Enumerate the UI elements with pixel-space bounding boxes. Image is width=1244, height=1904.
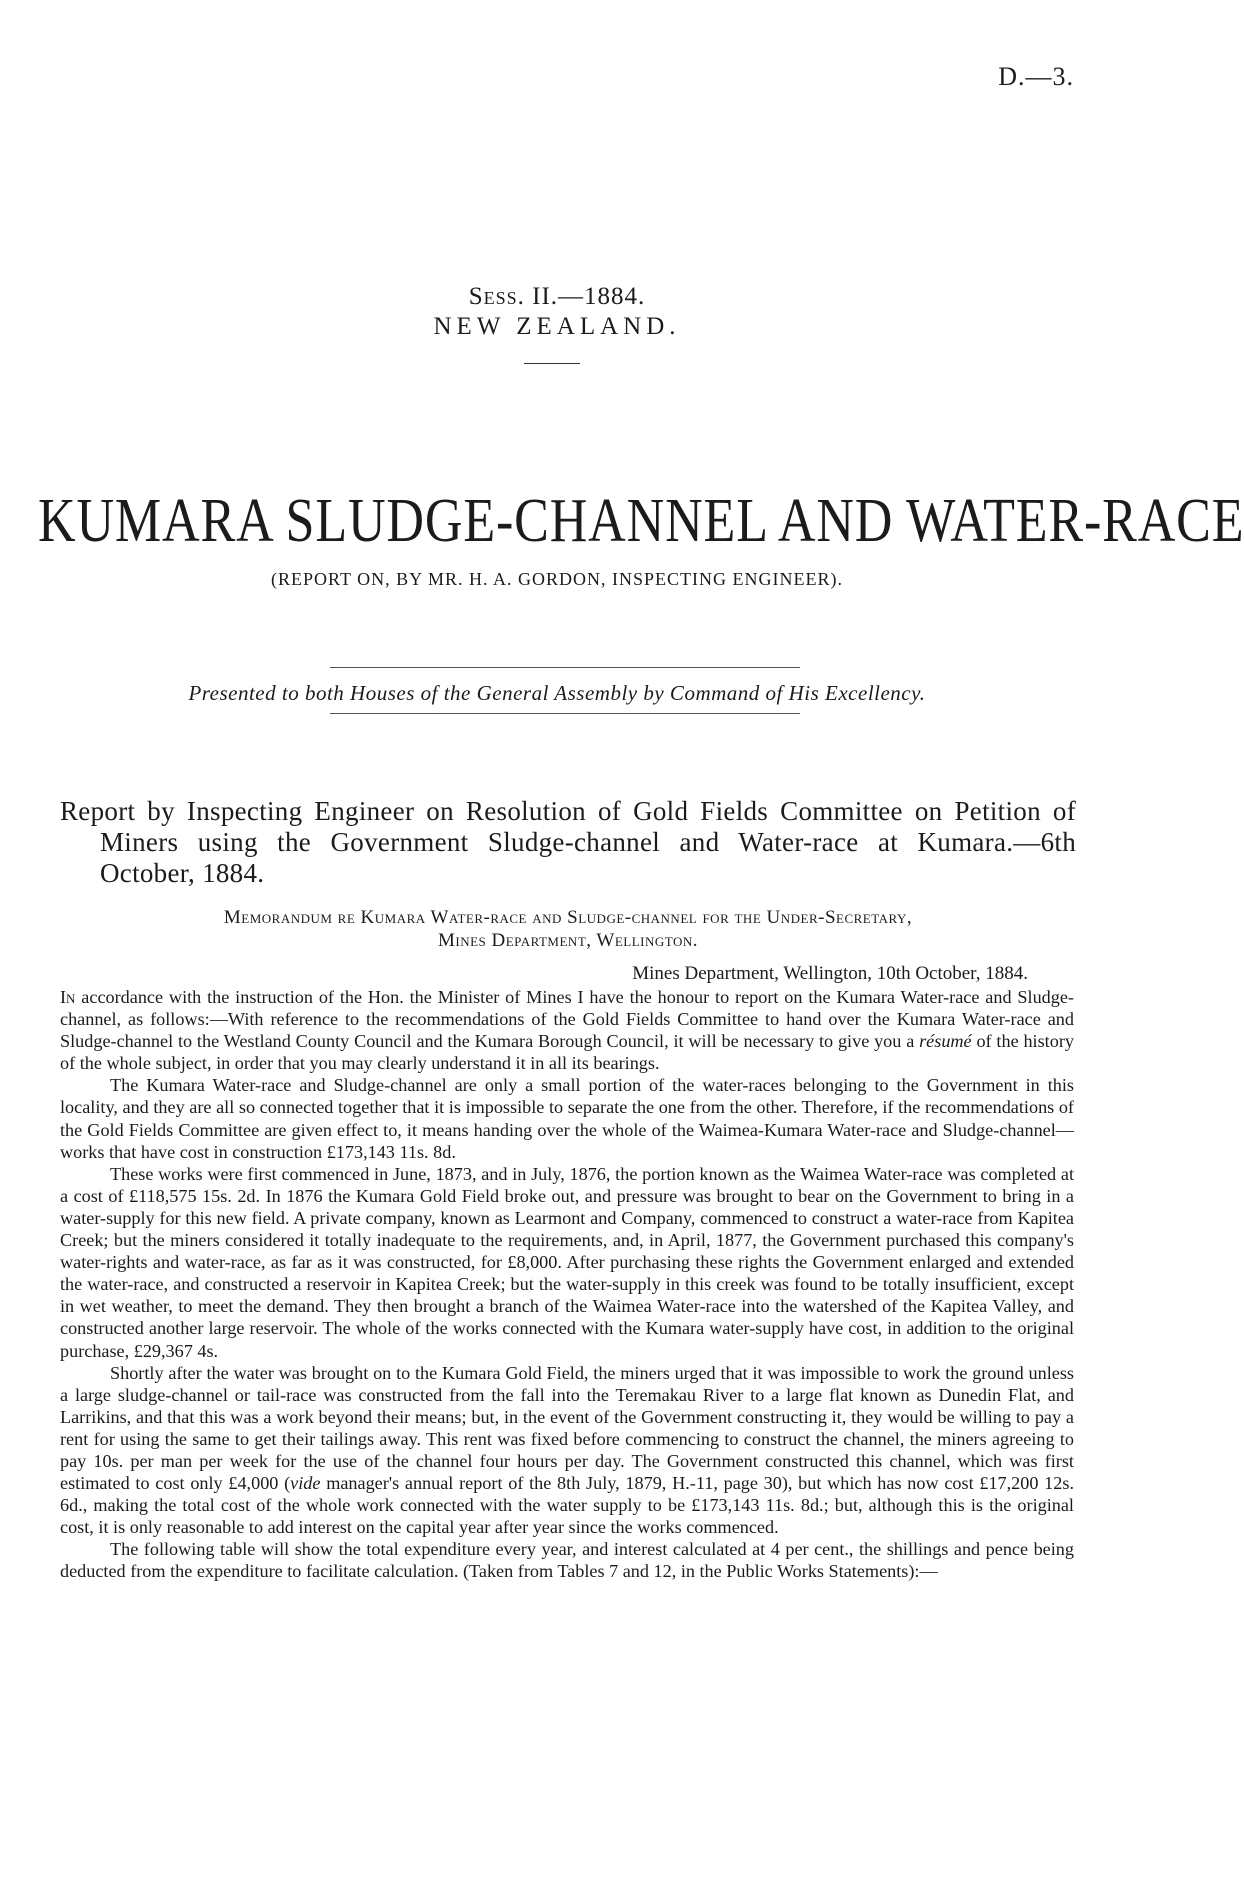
- paragraph-2: The Kumara Water-race and Sludge-channel are only a small portion of the water-races belonging to the Government in this locality, and they are all so connected together that it is impossible to separate the one from the other. Therefore, if the recommendations of the Gold Fields Committee are given effect to, it means handing over the whole of the Waimea-Kumara Water-race and Sludge-channel—works that have cost in construction £173,143 11s. 8d.: [60, 1075, 1074, 1162]
- session-line: Sess. II.—1884.: [468, 283, 646, 310]
- paragraph-4-italic: vide: [290, 1473, 321, 1494]
- paragraph-1-text-a: accordance with the instruction of the Hon. the Minister of Mines I have the honour to report on the Kumara Water-race and Sludge-channel, as follows:—With reference to the recommendations of the Gold Fields Committee to hand over the Kumara Water-race and Sludge-channel to the Westland County Council and the Kumara Borough Council, it will be necessary to give you a: [60, 987, 1074, 1052]
- short-divider: [524, 363, 580, 364]
- paragraph-3: These works were first commenced in June, 1873, and in July, 1876, the portion known as the Waimea Water-race was completed at a cost of £118,575 15s. 2d. In 1876 the Kumara Gold Field broke out, and pressure was brought to bear on the Government to bring in a water-supply for this new field. A private company, known as Learmont and Company, commenced to construct a water-race from Kapitea Creek; but the miners considered it totally inadequate to the requirements, and, in April, 1877, the Government purchased this company's water-rights and water-race, as far as it was constructed, for £8,000. After purchasing these rights the Government enlarged and extended the water-race, and constructed a reservoir in Kapitea Creek; but the water-supply in this creek was found to be totally insufficient, except in wet weather, to meet the demand. They then brought a branch of the Waimea Water-race into the watershed of the Kapitea Valley, and constructed another large reservoir. The whole of the works connected with the Kumara water-supply have cost, in addition to the original purchase, £29,367 4s.: [60, 1163, 1074, 1361]
- document-title: KUMARA SLUDGE-CHANNEL AND WATER-RACE: [38, 487, 1244, 555]
- report-heading: Report by Inspecting Engineer on Resolution of Gold Fields Committee on Petition of Miners using the Government Sludge-channel and Water-race at Kumara.—6th October, 1884.: [60, 796, 1076, 888]
- paragraph-1: [60, 986, 1074, 1074]
- divider-bottom: [330, 713, 800, 714]
- page-reference: D.—3.: [998, 62, 1074, 91]
- paragraph-1-text-b: of the history of the whole subject, in order that you may clearly understand it in all its bearings.: [60, 1031, 1074, 1074]
- paragraph-5: The following table will show the total expenditure every year, and interest calculated at 4 per cent., the shillings and pence being deducted from the expenditure to facilitate calculation. (Taken from Tables 7 and 12, in the Public Works Statements):—: [60, 1539, 1074, 1582]
- report-body: [60, 986, 1074, 1583]
- paragraph-4-text-a: Shortly after the water was brought on to the Kumara Gold Field, the miners urged that it was impossible to work the ground unless a large sludge-channel or tail-race was constructed from the fall into the Teremakau River to a large flat known as Dunedin Flat, and Larrikins, and that this was a work beyond their means; but, in the event of the Government constructing it, they would be willing to pay a rent for using the same to get their tailings away. This rent was fixed before commencing to construct the channel, the miners agreeing to pay 10s. per man per week for the use of the channel four hours per day. The Government constructed this channel, which was first estimated to cost only £4,000 (: [60, 1362, 1074, 1494]
- paragraph-1-italic: résumé: [919, 1031, 972, 1052]
- presented-line: Presented to both Houses of the General Assembly by Command of His Excellency.: [188, 681, 926, 705]
- document-subtitle: (REPORT ON, BY MR. H. A. GORDON, INSPECTING ENGINEER).: [271, 569, 843, 589]
- dateline: Mines Department, Wellington, 10th October, 1884.: [632, 963, 1028, 984]
- memo-line-1: Memorandum re Kumara Water-race and Sludge-channel for the Under-Secretary,: [223, 907, 913, 928]
- paragraph-4-text-b: manager's annual report of the 8th July, 1879, H.-11, page 30), but which has now cost £17,200 12s. 6d., making the total cost of the whole work connected with the water supply to be £173,143 11s. 8d.; but, although this is the original cost, it is only reasonable to add interest on the capital year after year since the works commenced.: [60, 1473, 1074, 1538]
- divider-top: [330, 667, 800, 668]
- paragraph-1-lead: In: [60, 987, 76, 1007]
- memorandum-heading: [60, 906, 1076, 952]
- country-line: NEW ZEALAND.: [433, 313, 681, 340]
- memo-line-2: Mines Department, Wellington.: [437, 930, 699, 951]
- paragraph-4: [60, 1362, 1074, 1539]
